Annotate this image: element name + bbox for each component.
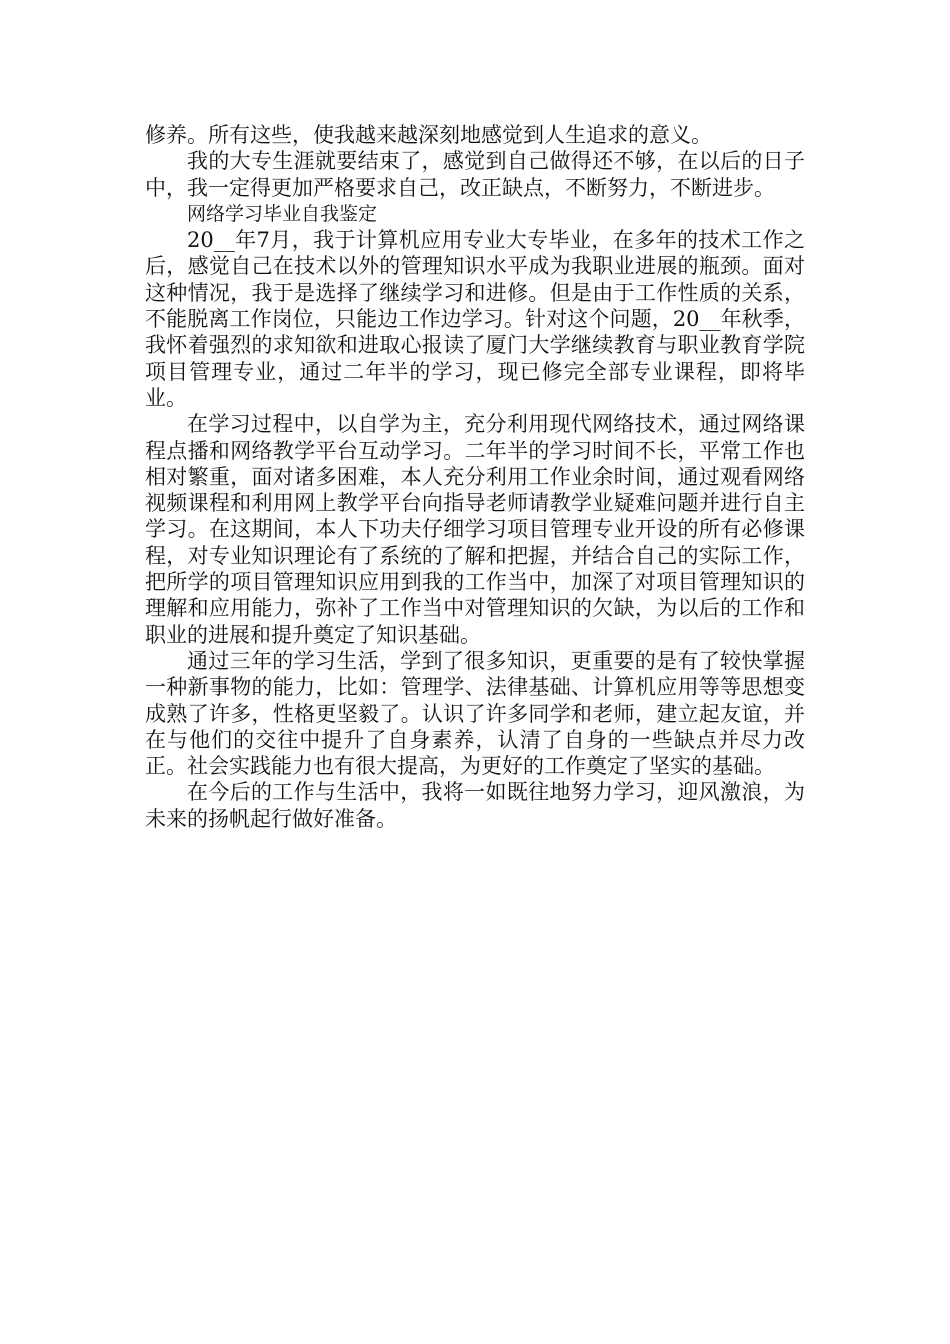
paragraph-graduation-reflection: 我的大专生涯就要结束了，感觉到自己做得还不够，在以后的日子中，我一定得更加严格要求自己，改正缺点，不断努力，不断进步。 — [145, 149, 805, 200]
paragraph-continuation: 修养。所有这些，使我越来越深刻地感觉到人生追求的意义。 — [145, 123, 712, 147]
section-heading: 网络学习毕业自我鉴定 — [187, 202, 378, 225]
paragraph-background: 20__年7月，我于计算机应用专业大专毕业，在多年的技术工作之后，感觉自己在技术以外的管理知识水平成为我职业进展的瓶颈。面对这种情况，我于是选择了继续学习和进修。但是由于工作性质的关系，不能脱离工作岗位，只能边工作边学习。针对这个问题，20__年秋季，我怀着强烈的求知欲和进取心报读了厦门大学继续教育与职业教育学院项目管理专业，通过二年半的学习，现已修完全部专业课程，即将毕业。 — [145, 228, 805, 410]
paragraph-outlook: 在今后的工作与生活中，我将一如既往地努力学习，迎风激浪，为未来的扬帆起行做好准备。 — [145, 780, 805, 831]
document-body — [145, 122, 805, 832]
paragraph-study-process: 在学习过程中，以自学为主，充分利用现代网络技术，通过网络课程点播和网络教学平台互动学习。二年半的学习时间不长，平常工作也相对繁重，面对诸多困难，本人充分利用工作业余时间，通过观看网络视频课程和利用网上教学平台向指导老师请教学业疑难问题并进行自主学习。在这期间，本人下功夫仔细学习项目管理专业开设的所有必修课程，对专业知识理论有了系统的了解和把握，并结合自己的实际工作，把所学的项目管理知识应用到我的工作当中，加深了对项目管理知识的理解和应用能力，弥补了工作当中对管理知识的欠缺，为以后的工作和职业的进展和提升奠定了知识基础。 — [145, 412, 805, 647]
paragraph-gains: 通过三年的学习生活，学到了很多知识，更重要的是有了较快掌握一种新事物的能力，比如：管理学、法律基础、计算机应用等等思想变成熟了许多，性格更坚毅了。认识了许多同学和老师，建立起友谊，并在与他们的交往中提升了自身素养，认清了自身的一些缺点并尽力改正。社会实践能力也有很大提高，为更好的工作奠定了坚实的基础。 — [145, 648, 805, 779]
